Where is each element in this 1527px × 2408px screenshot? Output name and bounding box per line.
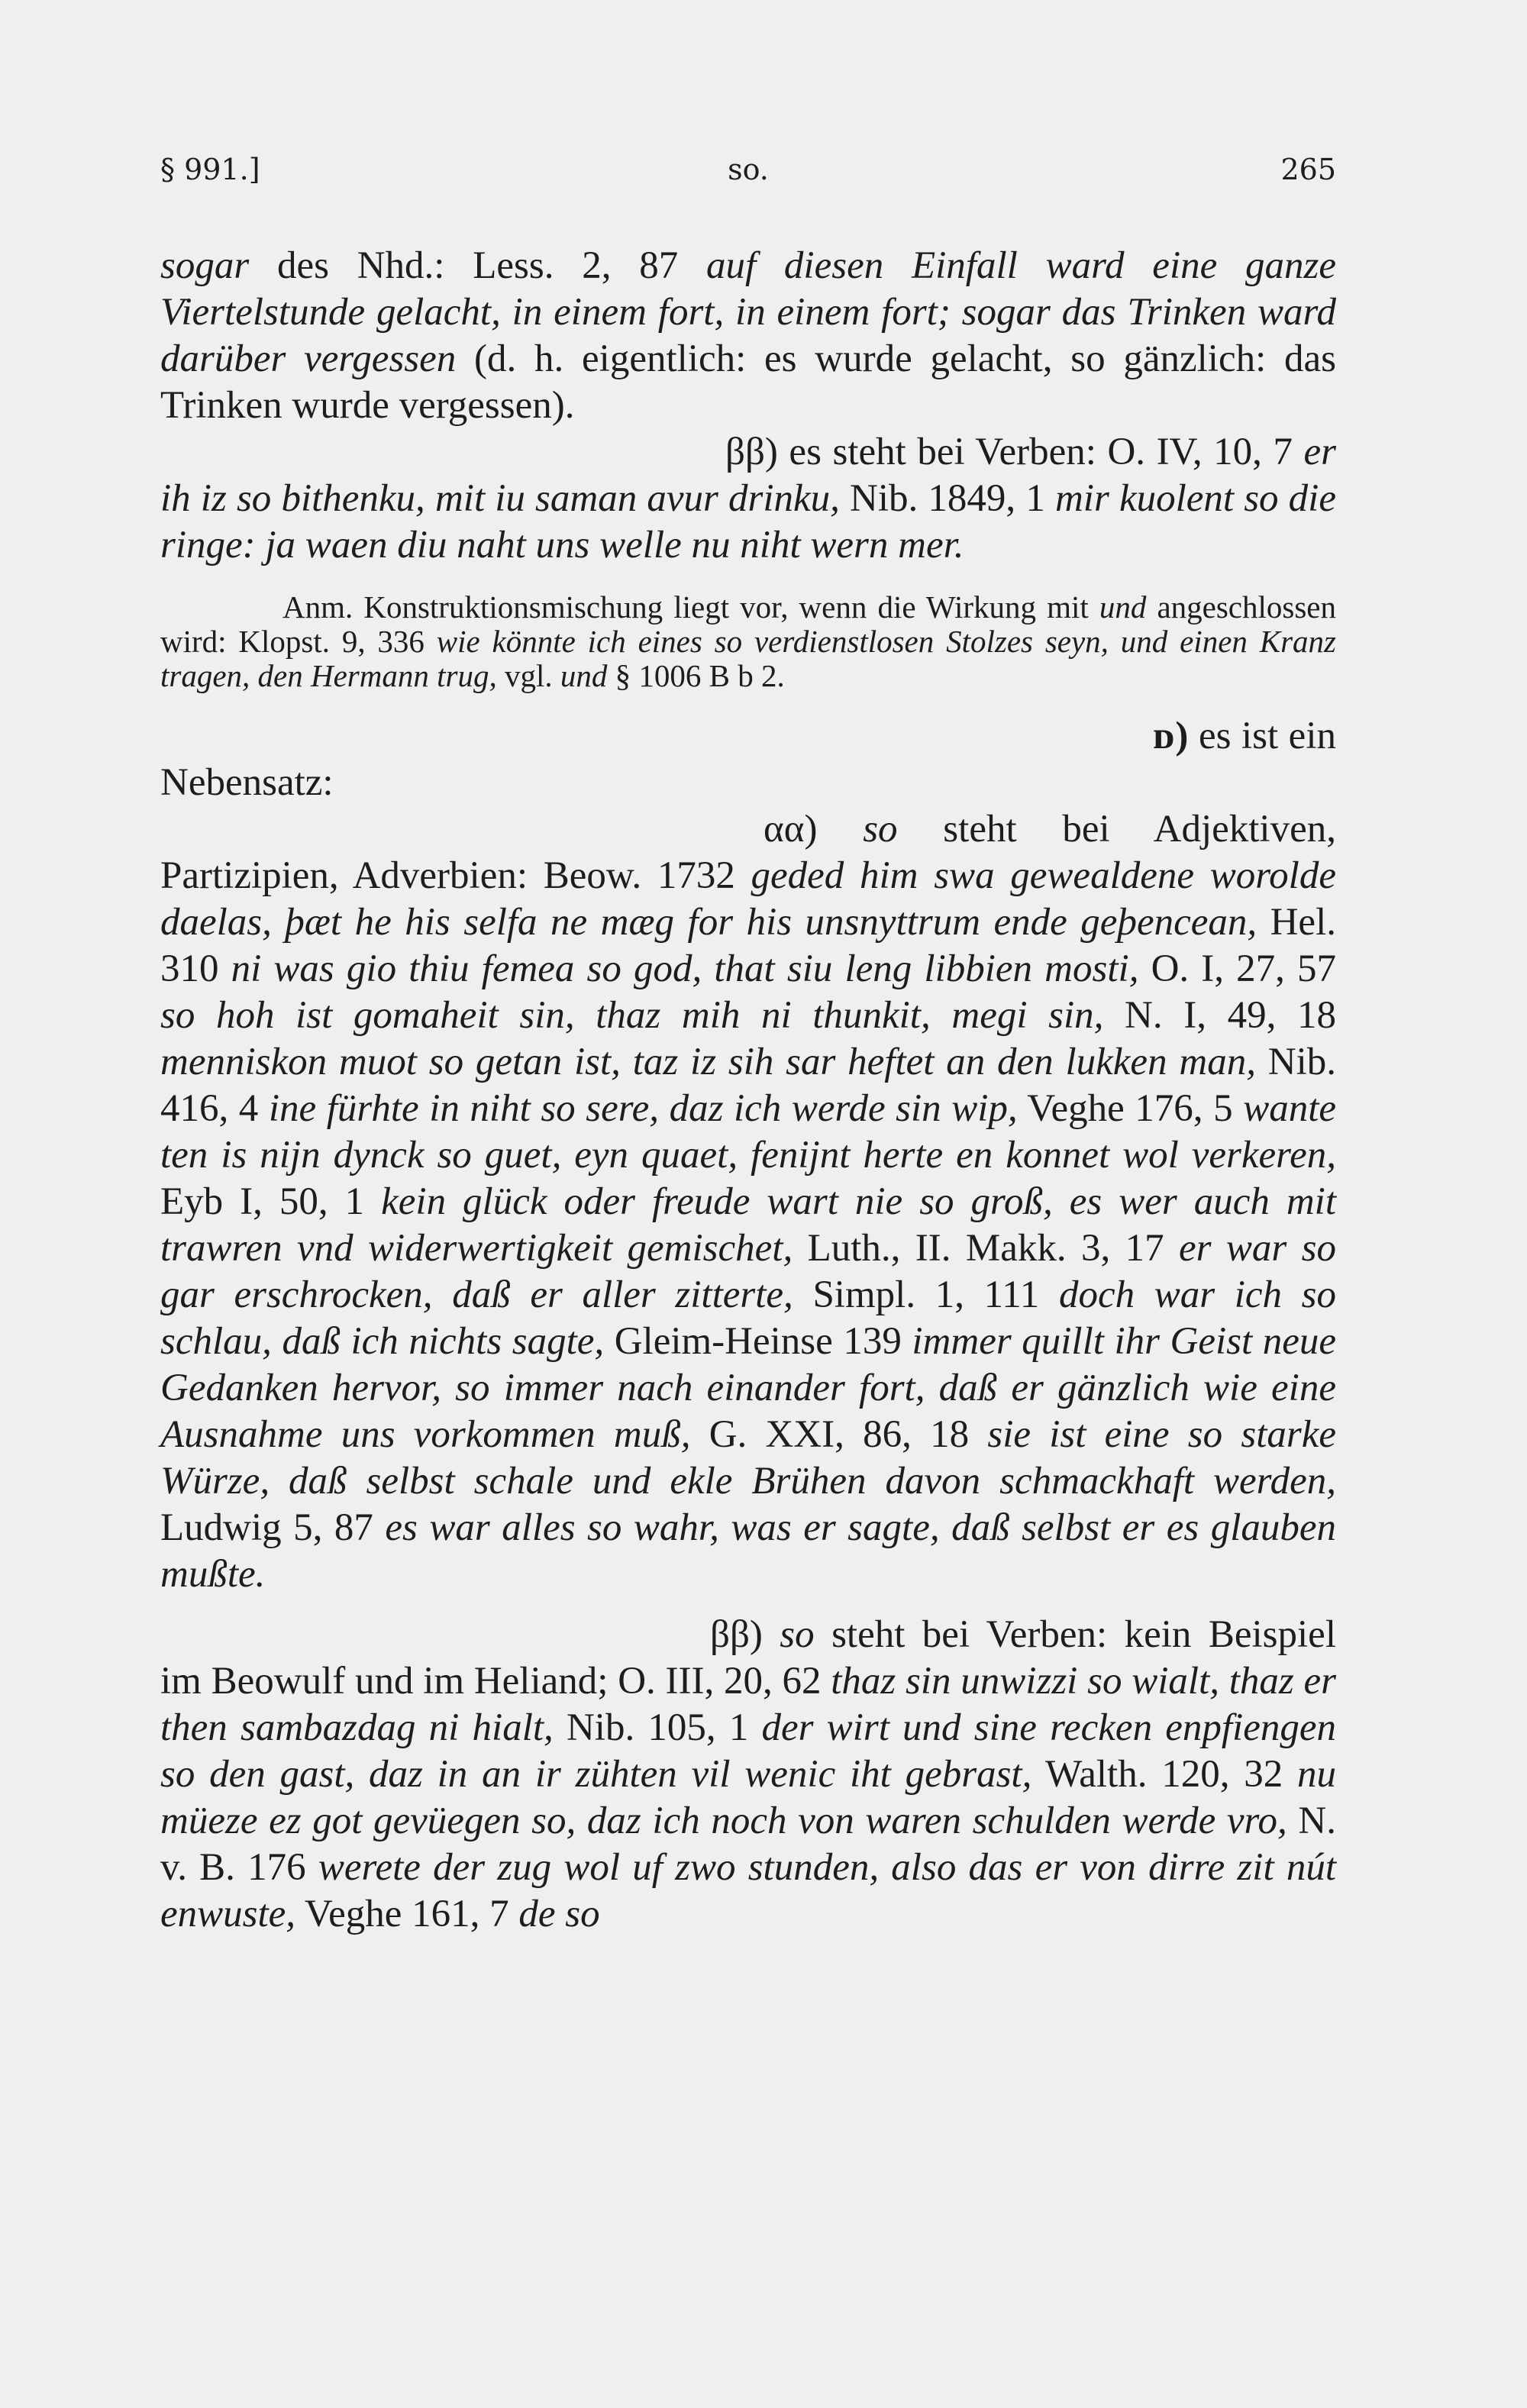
text: steht bei Adjektiven, Partizipien, Adverbien: Beow. 1732 <box>160 808 1336 897</box>
text: angeschlossen wird: Klopst. 9, 336 <box>160 589 1336 659</box>
text: steht bei Verben: kein Beispiel im Beowulf und im Heliand; O. III, 20, 62 <box>160 1613 1336 1703</box>
text-italic: mir kuolent so die ringe: ja waen diu naht uns welle nu niht wern mer. <box>160 477 1336 566</box>
text: Anm. Konstruktionsmischung liegt vor, wenn die Wirkung mit <box>282 589 1099 625</box>
paragraph-sogar <box>160 243 1336 429</box>
paragraph-adjektiven <box>160 806 1336 1598</box>
text-italic: und <box>560 658 608 693</box>
text-italic: und <box>1099 589 1147 625</box>
text: αα) <box>764 808 864 851</box>
text-italic: wie könnte ich eines so verdienstlosen Stolzes seyn, und einen Kranz tragen, den Hermann trug, <box>160 624 1336 693</box>
running-header <box>160 153 1336 199</box>
text: O. I, 27, 57 <box>1138 947 1337 990</box>
paragraph-verben-so <box>160 1612 1336 1938</box>
text-italic: werete der zug wol uf zwo stunden, also das er von dirre zit nút enwuste, <box>160 1846 1336 1935</box>
text-italic: so <box>780 1613 815 1656</box>
text: Veghe 161, 7 <box>295 1893 519 1935</box>
text-italic: sie ist eine so starke Würze, daß selbst schale und ekle Brühen davon schmackhaft werden, <box>160 1413 1337 1503</box>
text-italic: de so <box>518 1893 600 1935</box>
text-italic: ni was gio thiu femea so god, that siu leng libbien mosti, <box>231 947 1139 990</box>
text: N. v. B. 176 <box>160 1800 1336 1889</box>
text: Eyb I, 50, 1 <box>160 1180 382 1223</box>
text-italic: auf diesen Einfall ward eine ganze Viertelstunde gelacht, in einem fort, in einem fort; sogar das Trinken ward darüber vergessen <box>160 244 1336 380</box>
text-italic: es war alles so wahr, was er sagte, daß selbst er es glauben mußte. <box>160 1506 1336 1596</box>
text: Hel. 310 <box>160 901 1336 990</box>
text: vgl. <box>496 658 560 693</box>
text-italic: immer quillt ihr Geist neue Gedanken hervor, so immer nach einander fort, daß er gänzlich wie eine Ausnahme uns vorkommen muß, <box>160 1320 1337 1456</box>
text-italic: sogar <box>160 244 250 287</box>
text-italic: so <box>863 808 898 851</box>
section-letter: ᴅ) <box>1153 715 1189 757</box>
text: des Nhd.: Less. 2, 87 <box>249 244 706 287</box>
text-italic: so hoh ist gomaheit sin, thaz mih ni thunkit, megi sin, <box>160 994 1104 1037</box>
text-italic: geded him swa gewealdene worolde daelas, þæt he his selfa ne mæg for his unsnyttrum ende geþencean, <box>160 854 1336 944</box>
text: Nib. 416, 4 <box>160 1041 1337 1130</box>
text: § 1006 B b 2. <box>607 658 785 693</box>
text-italic: der wirt und sine recken enpfiengen so den gast, daz in an ir zühten vil wenic iht gebrast, <box>160 1706 1336 1796</box>
text: Veghe 176, 5 <box>1017 1087 1244 1130</box>
text: Ludwig 5, 87 <box>160 1506 386 1549</box>
text-italic: nu müeze ez got gevüegen so, daz ich noch von waren schulden werde vro, <box>160 1753 1336 1842</box>
text: Simpl. 1, 111 <box>793 1273 1059 1316</box>
text-italic: er war so gar erschrocken, daß er aller zitterte, <box>160 1227 1336 1316</box>
text: Luth., II. Makk. 3, 17 <box>793 1227 1180 1270</box>
text: G. XXI, 86, 18 <box>690 1413 988 1456</box>
text-italic: wante ten is nijn dynck so guet, eyn quaet, fenijnt herte en konnet wol verkeren, <box>160 1087 1337 1177</box>
text-italic: er ih iz so bithenku, mit iu saman avur drinku, <box>160 431 1336 520</box>
text: (d. h. eigentlich: es wurde gelacht, so gänzlich: das Trinken wurde vergessen). <box>160 337 1336 427</box>
paragraph-nebensatz <box>160 713 1336 806</box>
text: Gleim-Heinse 139 <box>604 1320 912 1363</box>
text: ββ) es steht bei Verben: O. IV, 10, 7 <box>725 431 1304 473</box>
header-keyword: so. <box>728 153 769 186</box>
section-reference: § 991.] <box>160 153 260 186</box>
text: Nib. 105, 1 <box>553 1706 762 1749</box>
text: ββ) <box>710 1613 780 1656</box>
text: es ist ein Nebensatz: <box>160 715 1336 804</box>
text: Nib. 1849, 1 <box>839 477 1055 520</box>
text-italic: menniskon muot so getan ist, taz iz sih sar heftet an den lukken man, <box>160 1041 1256 1083</box>
body-text <box>160 243 1336 1938</box>
annotation-paragraph <box>160 590 1336 693</box>
text-italic: thaz sin unwizzi so wialt, thaz er then sambazdag ni hialt, <box>160 1660 1336 1749</box>
text-italic: doch war ich so schlau, daß ich nichts sagte, <box>160 1273 1336 1363</box>
text-italic: ine fürhte in niht so sere, daz ich werde sin wip, <box>268 1087 1018 1130</box>
page-number: 265 <box>1280 153 1336 186</box>
text: N. I, 49, 18 <box>1103 994 1336 1037</box>
text-italic: kein glück oder freude wart nie so groß, es wer auch mit trawren vnd widerwertigkeit gemischet, <box>160 1180 1336 1270</box>
text: Walth. 120, 32 <box>1031 1753 1297 1796</box>
paragraph-verben <box>160 429 1336 569</box>
